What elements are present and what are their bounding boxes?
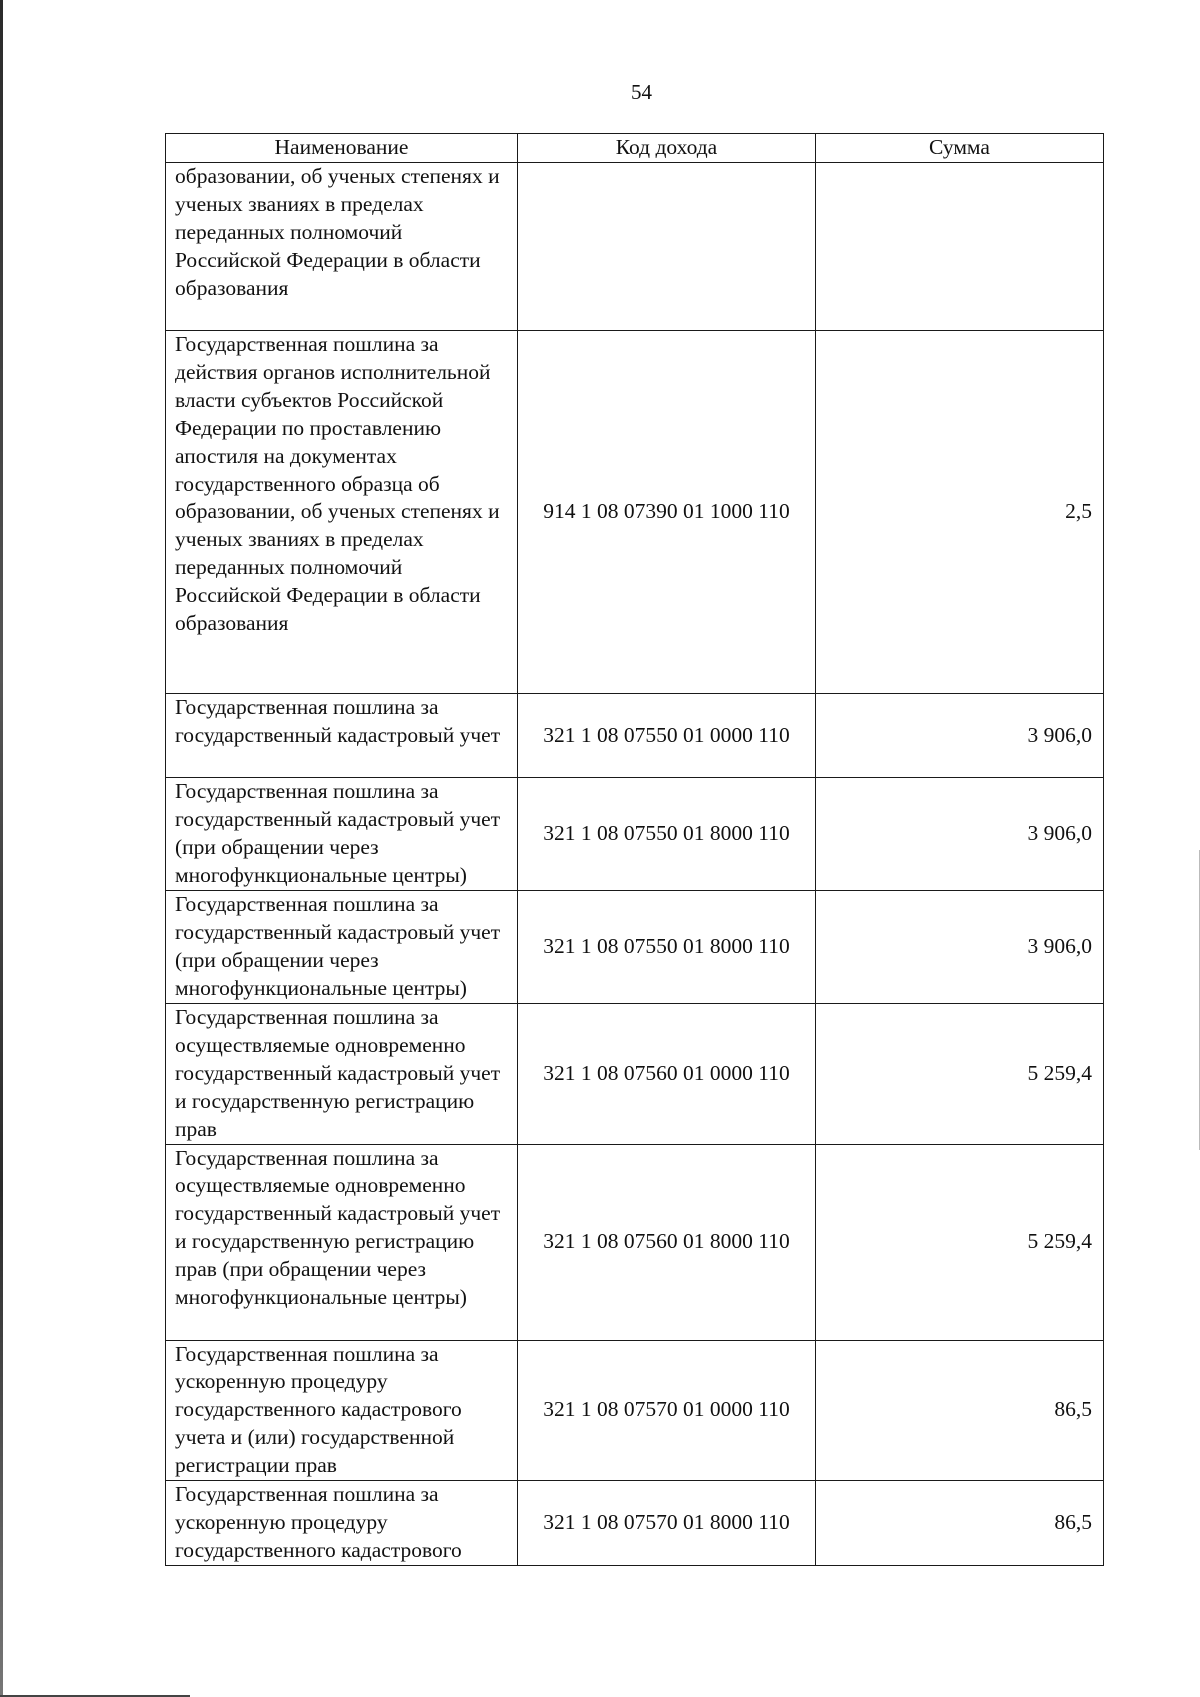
row-name: Государственная пошлина за ускоренную процедуру государственного кадастрового учета и (или) государственной регистрации прав — [166, 1340, 518, 1481]
row-name: Государственная пошлина за государственный кадастровый учет (при обращении через многофункциональные центры) — [166, 778, 518, 891]
row-sum — [816, 163, 1104, 331]
row-code: 321 1 08 07550 01 8000 110 — [518, 891, 816, 1004]
row-name: Государственная пошлина за ускоренную процедуру государственного кадастрового — [166, 1481, 518, 1566]
row-code: 321 1 08 07560 01 8000 110 — [518, 1144, 816, 1340]
row-code: 914 1 08 07390 01 1000 110 — [518, 331, 816, 694]
row-code: 321 1 08 07560 01 0000 110 — [518, 1004, 816, 1145]
table-row — [166, 694, 1104, 778]
row-name: Государственная пошлина за действия органов исполнительной власти субъектов Российской Федерации по проставлению апостиля на документах государственного образца об образовании, об ученых степенях и ученых званиях в пределах переданных полномочий Российской Федерации в области образования — [166, 331, 518, 694]
row-sum: 3 906,0 — [816, 891, 1104, 1004]
row-sum: 86,5 — [816, 1340, 1104, 1481]
table-row — [166, 1004, 1104, 1145]
header-sum: Сумма — [816, 134, 1104, 163]
row-sum: 2,5 — [816, 331, 1104, 694]
table-header-row — [166, 134, 1104, 163]
table-row — [166, 1144, 1104, 1340]
row-sum: 5 259,4 — [816, 1144, 1104, 1340]
header-code: Код дохода — [518, 134, 816, 163]
row-name: образовании, об ученых степенях и ученых званиях в пределах переданных полномочий Российской Федерации в области образования — [166, 163, 518, 331]
table-row — [166, 163, 1104, 331]
row-name: Государственная пошлина за государственный кадастровый учет — [166, 694, 518, 778]
row-code: 321 1 08 07570 01 0000 110 — [518, 1340, 816, 1481]
table-row — [166, 1481, 1104, 1566]
row-sum: 86,5 — [816, 1481, 1104, 1566]
revenue-table — [165, 133, 1104, 1566]
row-name: Государственная пошлина за осуществляемые одновременно государственный кадастровый учет и государственную регистрацию прав (при обращении через многофункциональные центры) — [166, 1144, 518, 1340]
scan-left-edge — [0, 0, 3, 1697]
table-row — [166, 331, 1104, 694]
row-name: Государственная пошлина за государственный кадастровый учет (при обращении через многофункциональные центры) — [166, 891, 518, 1004]
row-code: 321 1 08 07550 01 8000 110 — [518, 778, 816, 891]
row-sum: 3 906,0 — [816, 694, 1104, 778]
row-code: 321 1 08 07550 01 0000 110 — [518, 694, 816, 778]
row-sum: 3 906,0 — [816, 778, 1104, 891]
row-code: 321 1 08 07570 01 8000 110 — [518, 1481, 816, 1566]
header-name: Наименование — [166, 134, 518, 163]
row-sum: 5 259,4 — [816, 1004, 1104, 1145]
table-row — [166, 1340, 1104, 1481]
row-name: Государственная пошлина за осуществляемые одновременно государственный кадастровый учет и государственную регистрацию прав — [166, 1004, 518, 1145]
table-row — [166, 891, 1104, 1004]
row-code — [518, 163, 816, 331]
table-row — [166, 778, 1104, 891]
page-number: 54 — [631, 80, 652, 104]
